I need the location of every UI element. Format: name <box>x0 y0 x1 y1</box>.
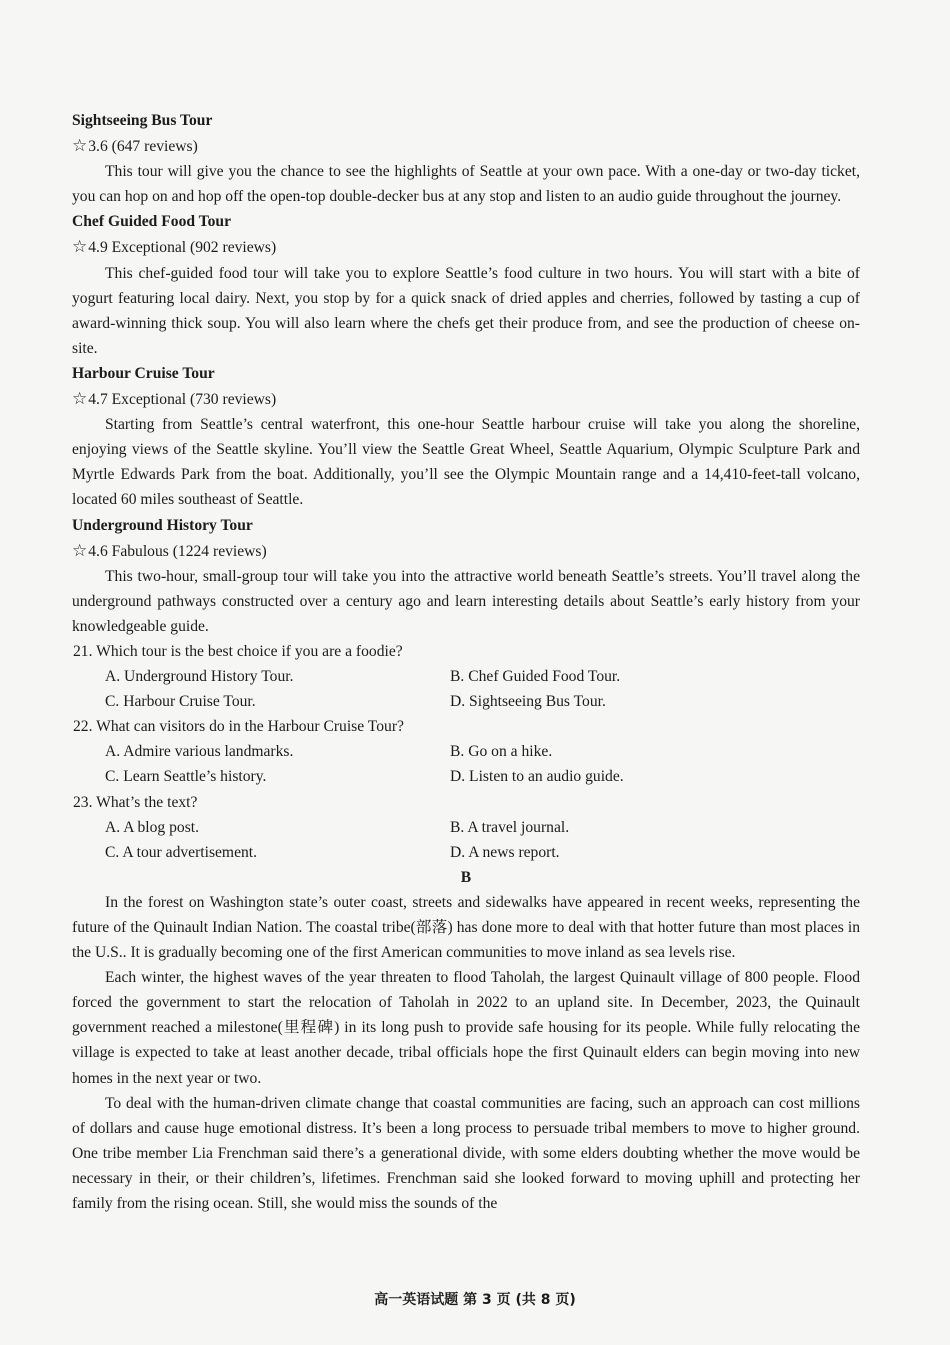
tour-description: This two-hour, small-group tour will take you into the attractive world beneath Seattle’s streets. You’ll travel along the underground pathways constructed over a century ago and learn interesting details about Seattle’s early history from your knowledgeable guide. <box>72 567 860 635</box>
tour-title: Underground History Tour <box>72 516 253 534</box>
passage-paragraph: In the forest on Washington state’s outer coast, streets and sidewalks have appeared in recent weeks, representing the future of the Quinault Indian Nation. The coastal tribe(部落) has done more to deal with that hotter future than most places in the U.S.. It is gradually becoming one of the first American communities to move inland as sea levels rise. <box>72 893 860 962</box>
passage-paragraph: Each winter, the highest waves of the year threaten to flood Taholah, the largest Quinault village of 800 people. Flood forced the government to start the relocation of Taholah in 2022 to an upland site. In December, 2023, the Quinault government reached a milestone(里程碑) in its long push to provide safe housing for its people. While fully relocating the village is expected to take at least another decade, tribal officials hope the first Quinault elders can begin moving into new homes in the next year or two. <box>72 969 860 1087</box>
tour-rating <box>72 538 860 564</box>
option-c: C. Harbour Cruise Tour. <box>105 693 256 711</box>
question-stem: 21. Which tour is the best choice if you are a foodie? <box>73 642 403 660</box>
star-icon: ☆ <box>72 237 88 257</box>
tour-title: Sightseeing Bus Tour <box>72 112 213 129</box>
tour-description: Starting from Seattle’s central waterfront, this one-hour Seattle harbour cruise will take you along the shoreline, enjoying views of the Seattle skyline. You’ll view the Seattle Great Wheel, Seattle Aquarium, Olympic Sculpture Park and Myrtle Edwards Park from the boat. Additionally, you’ll see the Olympic Mountain range and a 14,410-feet-tall volcano, located 60 miles southeast of Seattle. <box>72 416 860 509</box>
tour-rating <box>72 133 860 159</box>
tour-rating <box>72 386 860 412</box>
tour-title: Harbour Cruise Tour <box>72 364 215 382</box>
option-c: C. Learn Seattle’s history. <box>105 768 267 786</box>
rating-text: 4.9 Exceptional (902 reviews) <box>88 239 277 257</box>
tour-rating <box>72 234 860 260</box>
rating-text: 4.7 Exceptional (730 reviews) <box>88 391 277 409</box>
tour-description: This tour will give you the chance to see the highlights of Seattle at your own pace. With a one-day or two-day ticket, you can hop on and hop off the open-top double-decker bus at any stop and listen to an audio guide throughout the journey. <box>72 163 860 206</box>
option-row <box>72 815 860 840</box>
rating-text: 4.6 Fabulous (1224 reviews) <box>88 542 267 560</box>
option-a: A. Admire various landmarks. <box>105 743 294 761</box>
option-d: D. Sightseeing Bus Tour. <box>450 693 606 711</box>
option-a: A. A blog post. <box>105 818 200 836</box>
option-a: A. Underground History Tour. <box>105 668 294 686</box>
option-row <box>72 689 860 714</box>
star-icon: ☆ <box>72 389 88 409</box>
section-label: B <box>460 868 472 886</box>
star-icon: ☆ <box>72 136 88 156</box>
option-d: D. Listen to an audio guide. <box>450 768 624 786</box>
option-row <box>72 840 860 865</box>
tour-title: Chef Guided Food Tour <box>72 213 232 231</box>
rating-text: 3.6 (647 reviews) <box>88 138 198 156</box>
option-row <box>72 664 860 689</box>
option-b: B. Chef Guided Food Tour. <box>450 668 621 686</box>
star-icon: ☆ <box>72 540 88 560</box>
exam-content <box>72 108 860 1216</box>
page-footer: 高一英语试题 第 3 页 (共 8 页) <box>374 1292 576 1308</box>
option-row <box>72 764 860 789</box>
option-d: D. A news report. <box>450 843 560 861</box>
question-stem: 22. What can visitors do in the Harbour Cruise Tour? <box>73 718 404 736</box>
option-b: B. A travel journal. <box>450 818 570 836</box>
option-c: C. A tour advertisement. <box>105 843 258 861</box>
tour-description: This chef-guided food tour will take you to explore Seattle’s food culture in two hours. You will start with a bite of yogurt featuring local dairy. Next, you stop by for a quick snack of dried apples and cherries, followed by tasting a cup of award-winning thick soup. You will also learn where the chefs get their produce from, and see the production of cheese on-site. <box>72 264 860 357</box>
option-b: B. Go on a hike. <box>450 743 553 761</box>
option-row <box>72 739 860 764</box>
question-stem: 23. What’s the text? <box>73 793 198 811</box>
passage-paragraph: To deal with the human-driven climate change that coastal communities are facing, such an approach can cost millions of dollars and cause huge emotional distress. It’s been a long process to persuade tribal members to move to higher ground. One tribe member Lia Frenchman said there’s a generational divide, with some elders doubting whether the move would be necessary in their, or their children’s, lifetimes. Frenchman said she looked forward to moving uphill and protecting her family from the rising ocean. Still, she would miss the sounds of the <box>72 1094 860 1213</box>
